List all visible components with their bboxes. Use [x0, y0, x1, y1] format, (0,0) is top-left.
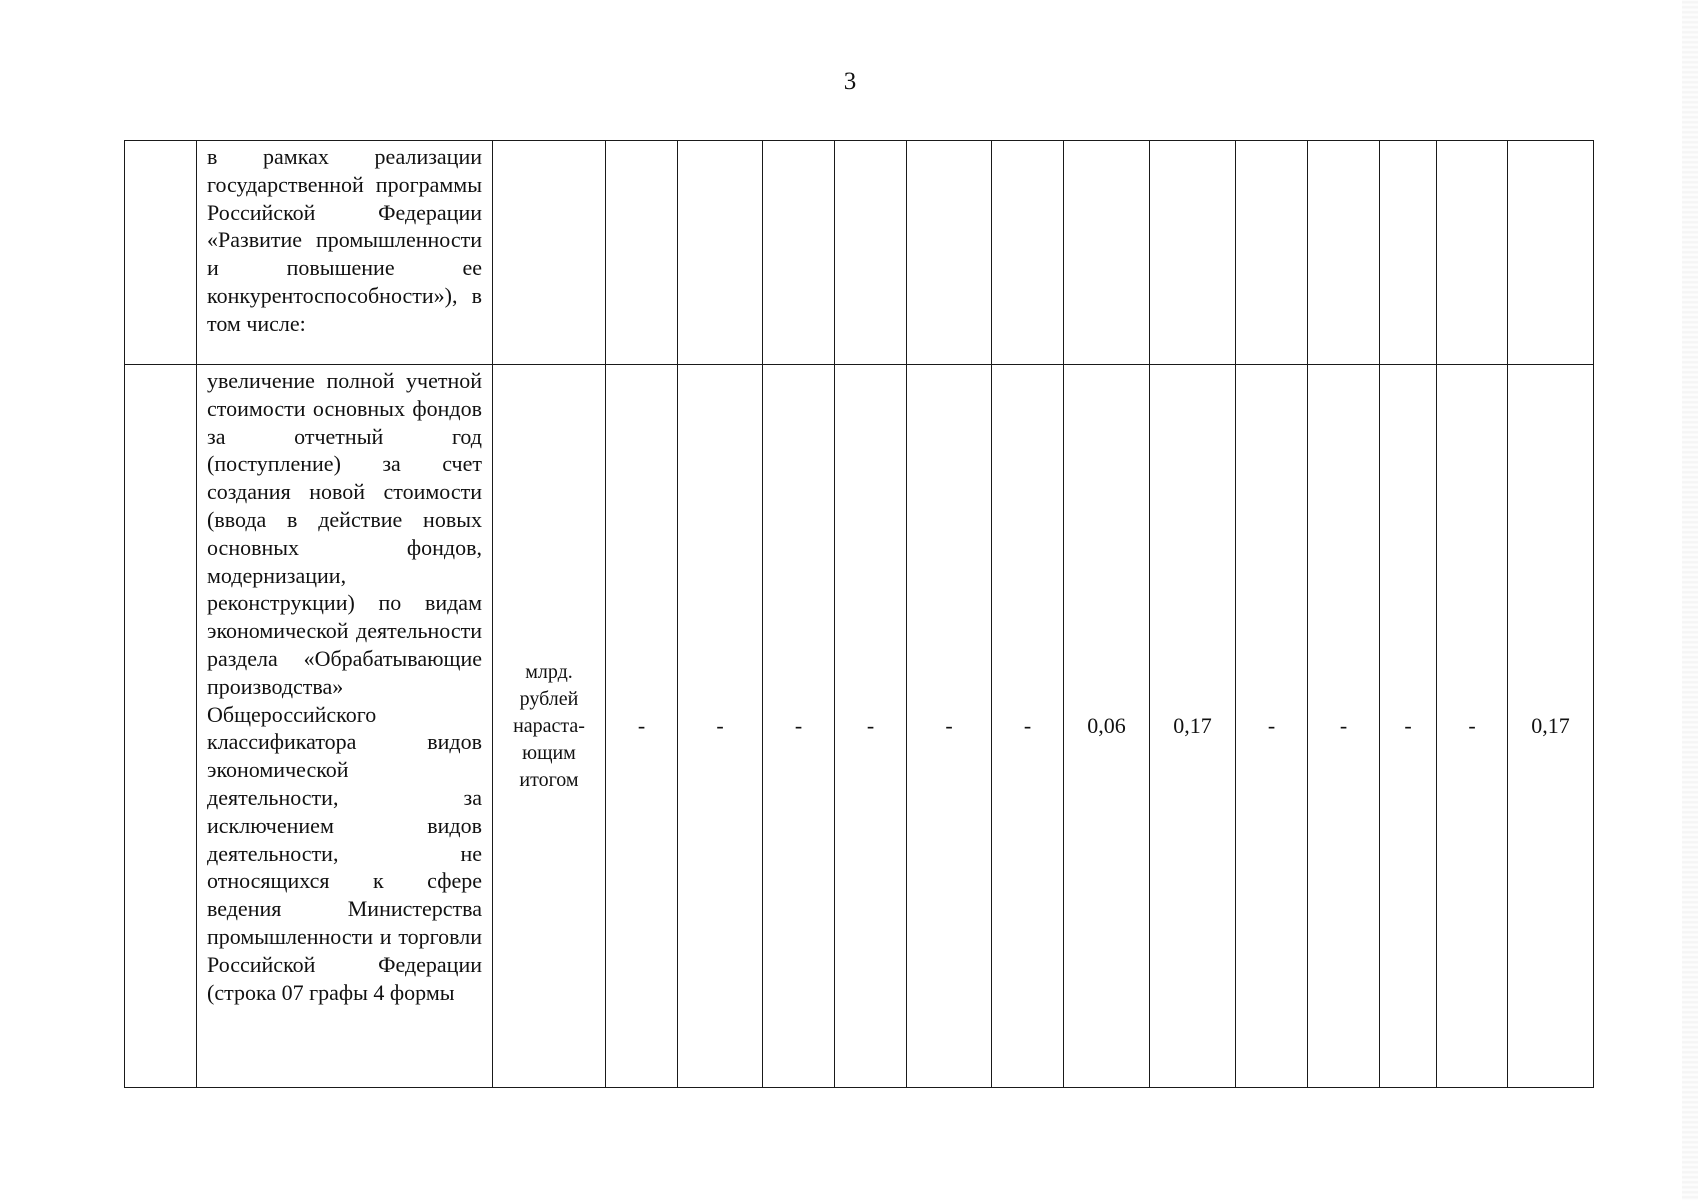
value-cell: [678, 141, 763, 365]
page-number: 3: [843, 68, 857, 95]
value-cell: -: [992, 365, 1064, 1088]
value-cell: 0,17: [1508, 365, 1594, 1088]
value-cell: -: [1236, 365, 1308, 1088]
value-cell: [763, 141, 835, 365]
value-cell: [1236, 141, 1308, 365]
unit-label: млрд. рублей нараста-ющим итогом: [513, 660, 585, 791]
indicator-description: увеличение полной учетной стоимости основных фондов за отчетный год (поступление) за счет создания новой стоимости (ввода в действие новых основных фондов, модернизации, реконструкции) по видам экономической деятельности раздела «Обрабатывающие производства» Общероссийского классификатора видов экономической деятельности, за исключением видов деятельности, не относящихся к сфере ведения Министерства промышленности и торговли Российской Федерации (строка 07 графы 4 формы: [207, 368, 482, 1005]
unit-cell: [493, 141, 606, 365]
table-row: [125, 365, 1594, 1088]
value-cell: -: [678, 365, 763, 1088]
value-cell: [907, 141, 992, 365]
value-cell: -: [907, 365, 992, 1088]
value-cell: [606, 141, 678, 365]
row-number-cell: [125, 141, 197, 365]
value-cell: [835, 141, 907, 365]
value-cell: -: [763, 365, 835, 1088]
value-cell: -: [1308, 365, 1380, 1088]
value-cell: 0,17: [1150, 365, 1236, 1088]
value-cell: -: [1380, 365, 1437, 1088]
indicator-description-cell: [197, 365, 493, 1088]
table-row: [125, 141, 1594, 365]
value-cell: [1150, 141, 1236, 365]
value-cell: [1437, 141, 1508, 365]
value-cell: [1380, 141, 1437, 365]
value-cell: [1508, 141, 1594, 365]
value-cell: -: [606, 365, 678, 1088]
indicator-description: в рамках реализации государственной программы Российской Федерации «Развитие промышленности и повышение ее конкурентоспособности»), в том числе:: [207, 144, 482, 336]
value-cell: -: [835, 365, 907, 1088]
unit-cell: [493, 365, 606, 1088]
indicators-table: [124, 140, 1594, 1088]
value-cell: [992, 141, 1064, 365]
value-cell: [1064, 141, 1150, 365]
value-cell: [1308, 141, 1380, 365]
row-number-cell: [125, 365, 197, 1088]
value-cell: -: [1437, 365, 1508, 1088]
scan-edge-artifact: [1682, 0, 1698, 1200]
value-cell: 0,06: [1064, 365, 1150, 1088]
indicator-description-cell: [197, 141, 493, 365]
